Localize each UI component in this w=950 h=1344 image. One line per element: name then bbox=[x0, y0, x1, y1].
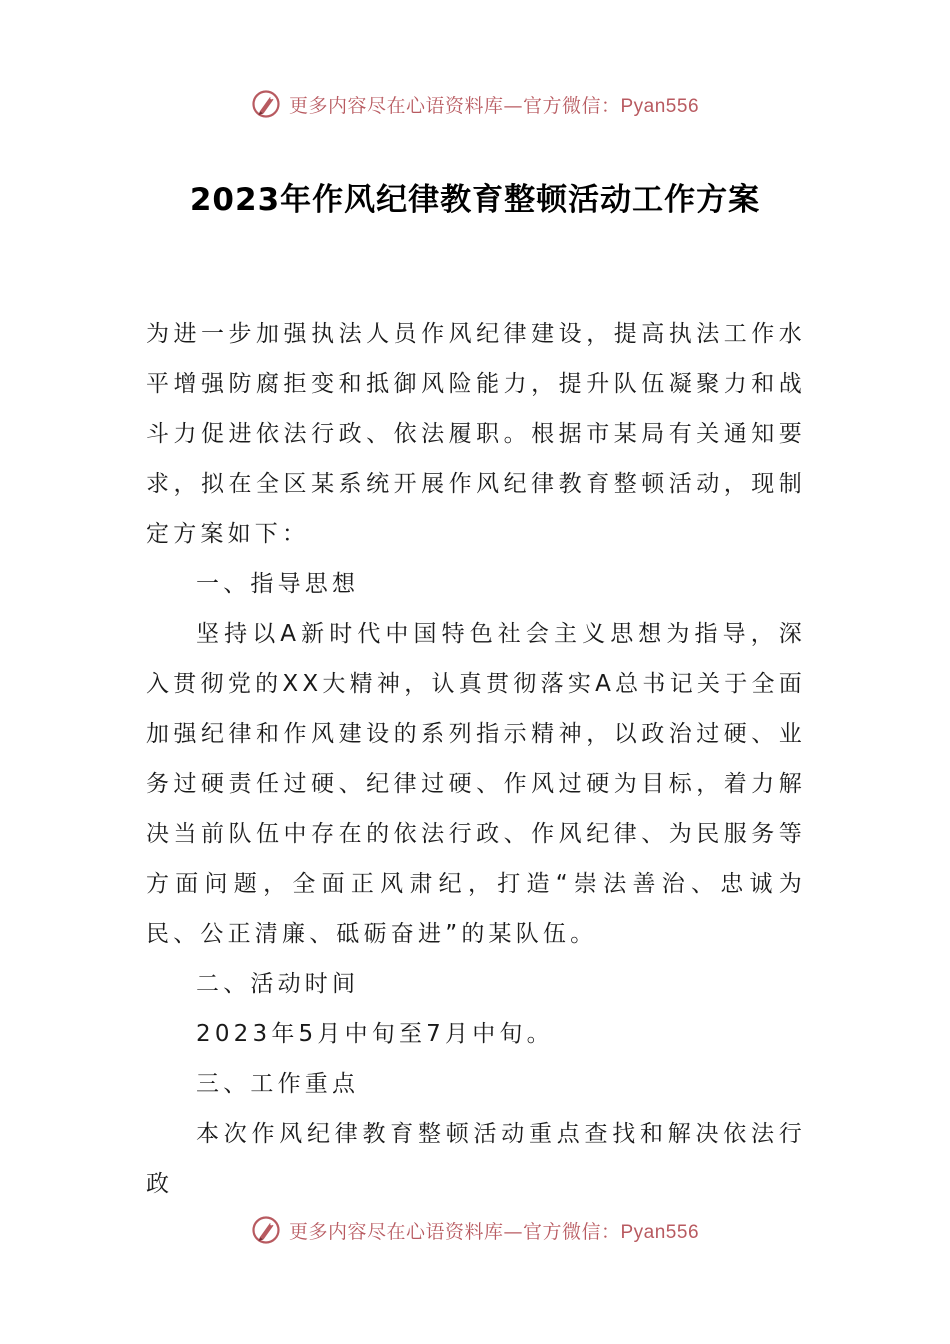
document-body bbox=[146, 309, 806, 1209]
header-watermark-banner bbox=[0, 84, 950, 124]
wechat-id: Pyan556 bbox=[620, 95, 700, 117]
pen-nib-circle-icon bbox=[251, 1215, 281, 1245]
watermark-text: 更多内容尽在心语资料库—官方微信：Pyan556 bbox=[288, 94, 700, 117]
paragraph-intro: 为进一步加强执法人员作风纪律建设，提高执法工作水平增强防腐拒变和抵御风险能力，提升队伍凝聚力和战斗力促进依法行政、依法履职。根据市某局有关通知要求，拟在全区某系统开展作风纪律教育整顿活动，现制定方案如下： bbox=[146, 321, 806, 547]
paragraph-work-focus: 本次作风纪律教育整顿活动重点查找和解决依法行政 bbox=[146, 1121, 806, 1197]
section-heading-activity-time: 二、活动时间 bbox=[196, 971, 360, 997]
watermark-text: 更多内容尽在心语资料库—官方微信：Pyan556 bbox=[288, 1220, 700, 1243]
section-heading-guiding-ideology: 一、指导思想 bbox=[196, 571, 360, 597]
pen-nib-circle-icon bbox=[251, 89, 281, 119]
paragraph-activity-time: 2023年5月中旬至7月中旬。 bbox=[196, 1021, 554, 1047]
document-title: 2023年作风纪律教育整顿活动工作方案 bbox=[189, 182, 761, 218]
wechat-id: Pyan556 bbox=[620, 1221, 700, 1243]
paragraph-guiding-ideology: 坚持以A新时代中国特色社会主义思想为指导，深入贯彻党的XX大精神，认真贯彻落实A总书记关于全面加强纪律和作风建设的系列指示精神，以政治过硬、业务过硬责任过硬、纪律过硬、作风过硬为目标，着力解决当前队伍中存在的依法行政、作风纪律、为民服务等方面问题，全面正风肃纪，打造“崇法善治、忠诚为民、公正清廉、砥砺奋进”的某队伍。 bbox=[146, 621, 806, 947]
section-heading-work-focus: 三、工作重点 bbox=[196, 1071, 360, 1097]
footer-watermark-banner bbox=[0, 1210, 950, 1250]
